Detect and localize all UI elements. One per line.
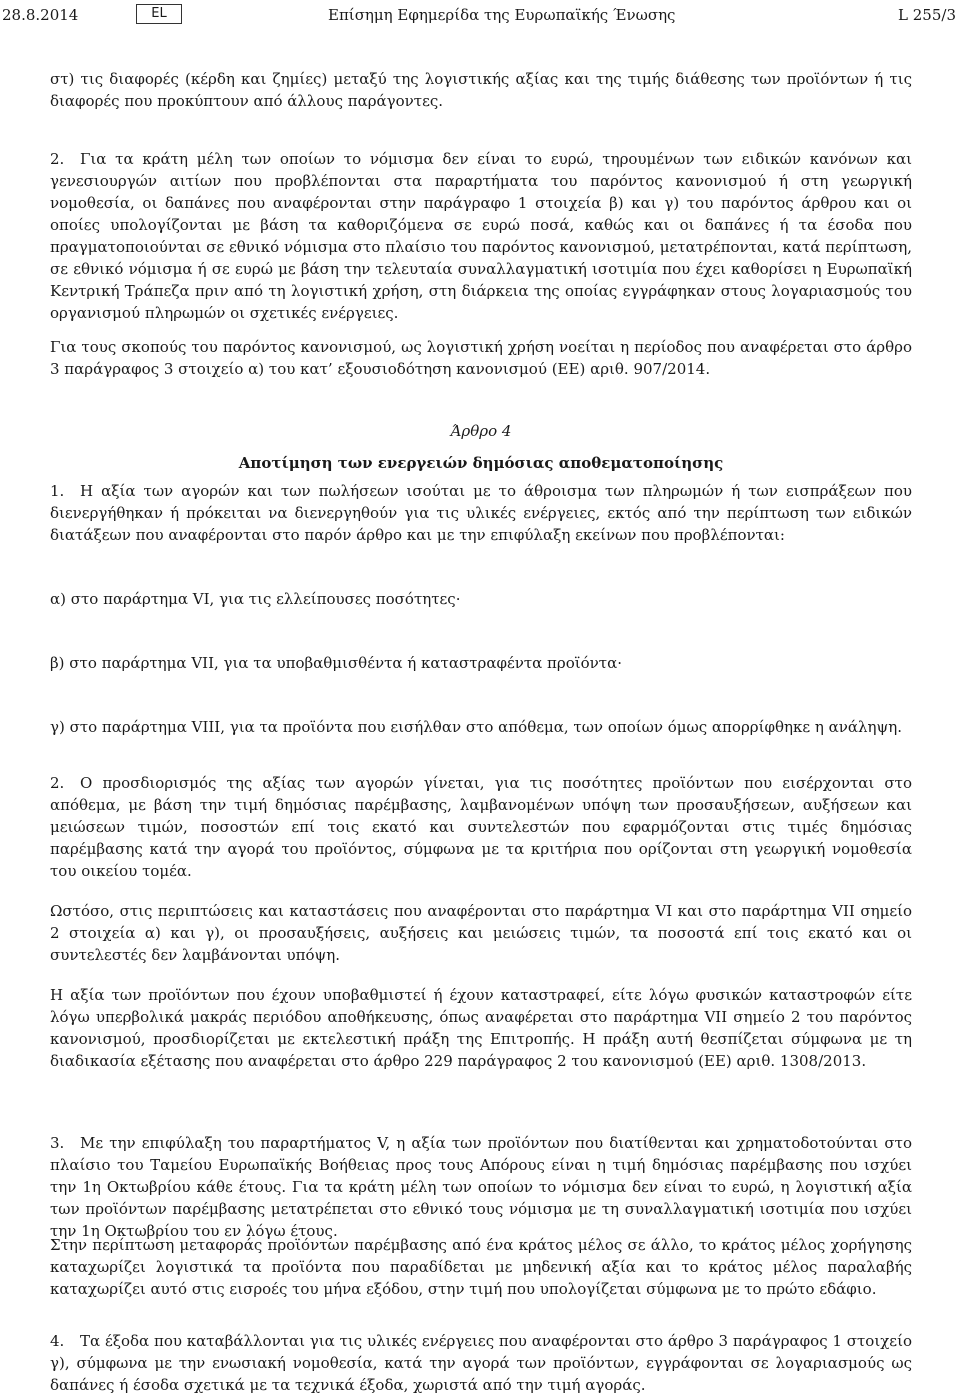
paragraph-number: 2. <box>50 774 65 792</box>
journal-title: Επίσημη Εφημερίδα της Ευρωπαϊκής Ένωσης <box>328 6 676 24</box>
article-number: Άρθρο 4 <box>450 422 512 440</box>
paragraph-article-2 <box>50 772 912 882</box>
paragraph-article-3 <box>50 1132 912 1242</box>
paragraph-however: Ωστόσο, στις περιπτώσεις και καταστάσεις που αναφέρονται στο παράρτημα VI και στο παράρτημα VII σημείο 2 στοιχεία α) και γ), οι προσαυξήσεις, αυξήσεις και μειώσεις τιμών, τα ποσοστά επί τοις εκατό και οι συντελεστές δεν λαμβάνονται υπόψη. <box>50 902 912 964</box>
paragraph-number: 2. <box>50 150 65 168</box>
paragraph-text: Η αξία των αγορών και των πωλήσεων ισούται με το άθροισμα των πληρωμών ή των εισπράξεων που διενεργήθηκαν ή πρόκειται να διενεργηθούν για τις υλικές ενέργειες, εκτός από την περίπτωση των ειδικών διατάξεων που αναφέρονται στο παρόν άρθρο και με την επιφύλαξη εκείνων που προβλέπονται: <box>50 482 912 544</box>
paragraph-text: Ο προσδιορισμός της αξίας των αγορών γίνεται, για τις ποσότητες προϊόντων που εισέρχονται στο απόθεμα, με βάση την τιμή δημόσιας παρέμβασης, λαμβανομένων υπόψη των προσαυξήσεων, αυξήσεων και μειώσεων τιμών, ποσοστών επί τοις εκατό και συντελεστών που εφαρμόζονται στις τιμές δημόσιας παρέμβασης κατά την αγορά του προϊόντος, σύμφωνα με τα κριτήρια που ορίζονται στη γεωργική νομοθεσία του οικείου τομέα. <box>50 774 912 880</box>
list-item-c: γ) στο παράρτημα VIII, για τα προϊόντα που εισήλθαν στο απόθεμα, των οποίων όμως απορρίφθηκε η ανάληψη. <box>50 718 903 736</box>
header-date: 28.8.2014 <box>2 6 79 24</box>
paragraph-article-4 <box>50 1330 912 1396</box>
paragraph-purpose: Για τους σκοπούς του παρόντος κανονισμού, ως λογιστική χρήση νοείται η περίοδος που αναφέρεται στο άρθρο 3 παράγραφος 3 στοιχείο α) του κατ’ εξουσιοδότηση κανονισμού (ΕΕ) αριθ. 907/2014. <box>50 338 912 378</box>
paragraph-number: 4. <box>50 1332 65 1350</box>
page-header <box>0 4 960 28</box>
paragraph-text: Με την επιφύλαξη του παραρτήματος V, η αξία των προϊόντων που διατίθενται και χρηματοδοτούνται στο πλαίσιο του Ταμείου Ευρωπαϊκής Βοήθειας προς τους Απόρους είναι η τιμή δημόσιας παρέμβασης που ισχύει την 1η Οκτωβρίου κάθε έτους. Για τα κράτη μέλη των οποίων το νόμισμα δεν είναι το ευρώ, η λογιστική αξία των προϊόντων παρέμβασης μετατρέπεται στο εθνικό τους νόμισμα με τη συναλλαγματική ισοτιμία που ισχύει την 1η Οκτωβρίου του εν λόγω έτους. <box>50 1134 912 1240</box>
language-badge: EL <box>136 4 182 24</box>
paragraph-text: Τα έξοδα που καταβάλλονται για τις υλικές ενέργειες που αναφέρονται στο άρθρο 3 παράγραφος 1 στοιχείο γ), σύμφωνα με την ενωσιακή νομοθεσία, κατά την αγορά των προϊόντων, εγγράφονται σε λογαριασμούς ως δαπάνες ή έσοδα σχετικά με τα τεχνικά έξοδα, χωριστά από την τιμή αγοράς. <box>50 1332 912 1394</box>
paragraph-transfer: Στην περίπτωση μεταφοράς προϊόντων παρέμβασης από ένα κράτος μέλος σε άλλο, το κράτος μέλος χορήγησης καταχωρίζει λογιστικά τα προϊόντα που παραδίδεται με μηδενική αξία και το κράτος μέλος παραλαβής καταχωρίζει αυτό στις εισροές του μήνα εξόδου, στην τιμή που υπολογίζεται σύμφωνα με το πρώτο εδάφιο. <box>50 1236 912 1298</box>
page-number: L 255/3 <box>898 6 956 24</box>
article-title: Αποτίμηση των ενεργειών δημόσιας αποθεματοποίησης <box>238 454 724 472</box>
paragraph-value: Η αξία των προϊόντων που έχουν υποβαθμιστεί ή έχουν καταστραφεί, είτε λόγω φυσικών καταστροφών είτε λόγω υπερβολικά μακράς περιόδου αποθήκευσης, όπως αναφέρεται στο παράρτημα VII σημείο 2 του παρόντος κανονισμού, προσδιορίζεται με εκτελεστική πράξη της Επιτροπής. Η πράξη αυτή θεσπίζεται σύμφωνα με τη διαδικασία εξέτασης που αναφέρεται στο άρθρο 229 παράγραφος 2 του κανονισμού (ΕΕ) αριθ. 1308/2013. <box>50 986 912 1070</box>
list-item-a: α) στο παράρτημα VI, για τις ελλείπουσες ποσότητες· <box>50 590 461 608</box>
paragraph-number: 3. <box>50 1134 65 1152</box>
paragraph-item-st: στ) τις διαφορές (κέρδη και ζημίες) μεταξύ της λογιστικής αξίας και της τιμής διάθεσης των προϊόντων ή τις διαφορές που προκύπτουν από άλλους παράγοντες. <box>50 70 912 110</box>
paragraph-2 <box>50 148 912 324</box>
paragraph-text: Για τα κράτη μέλη των οποίων το νόμισμα δεν είναι το ευρώ, τηρουμένων των ειδικών κανόνων και γενεσιουργών αιτίων που προβλέπονται στα παραρτήματα του παρόντος κανονισμού ή στη γεωργική νομοθεσία, οι δαπάνες που αναφέρονται στην παράγραφο 1 στοιχεία β) και γ) του παρόντος άρθρου και οι οποίες υπολογίζονται με βάση τα καθοριζόμενα σε ευρώ ποσά, καθώς και οι δαπάνες ή τα έσοδα που πραγματοποιούνται σε εθνικό νόμισμα στο πλαίσιο του παρόντος κανονισμού, μετατρέπονται, κατά περίπτωση, σε εθνικό νόμισμα ή σε ευρώ με βάση την τελευταία συναλλαγματική ισοτιμία που έχει καθορίσει η Ευρωπαϊκή Κεντρική Τράπεζα πριν από τη λογιστική χρήση, στη διάρκεια της οποίας εγγράφηκαν στους λογαριασμούς του οργανισμού πληρωμών οι σχετικές ενέργειες. <box>50 150 912 322</box>
paragraph-number: 1. <box>50 482 65 500</box>
list-item-b: β) στο παράρτημα VII, για τα υποβαθμισθέντα ή καταστραφέντα προϊόντα· <box>50 654 622 672</box>
paragraph-article-1 <box>50 480 912 546</box>
